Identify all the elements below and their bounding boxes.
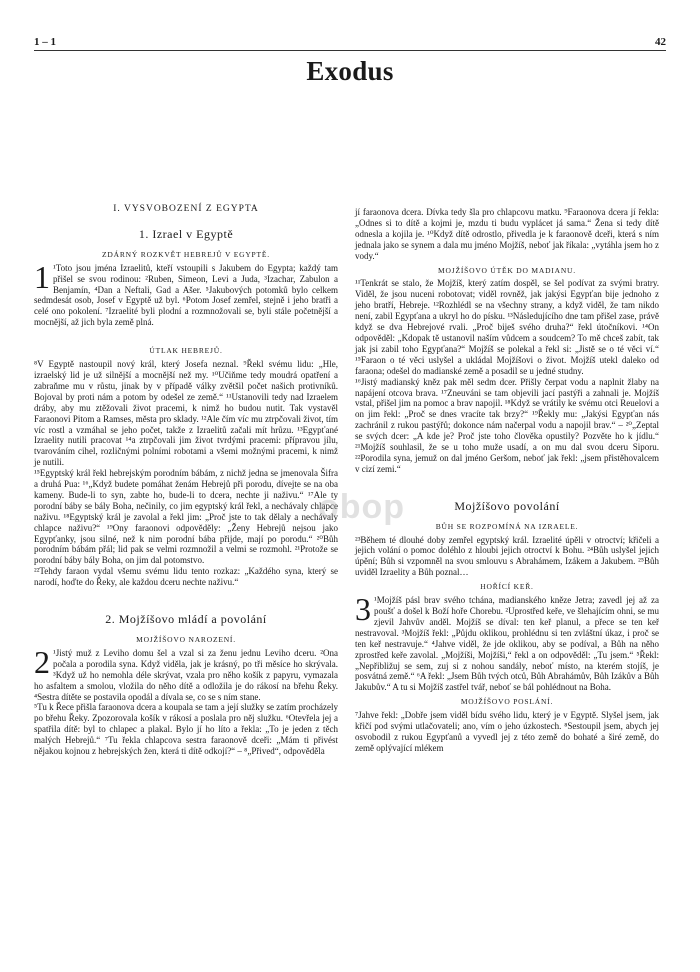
paragraph-text: ¹Mojžíš pásl brav svého tchána, madianského kněze Jetra; zavedl jej až za poušť a došel k Boží hoře Chorebu. ²Uprostřed keře, ve šlehajícím ohni, se mu zjevil Jahvův anděl. Mojžíš se díval: ten keř planul, a přece se ten keř nestravoval. ³Mojžíš řekl: „Půjdu oklikou, prohlédnu si ten zvláštní úkaz, i proč se ten keř nestravuje.“ ⁴Jahve viděl, že jde oklikou, aby se podíval, a Bůh na něho zprostřed keře zavolal. „Mojžíši, Mojžíši,“ řekl a on odpověděl: „Tu jsem.“ ⁵Řekl: „Nepřibližuj se sem, zuj si z nohou sandály, neboť místo, na kterém stojíš, je posvátná země.“ ⁶A řekl: „Jsem Bůh tvých otců, Bůh Abrahámův, Bůh Izákův a Bůh Jakubův.“ A tu si Mojžíš zastřel tvář, neboť se bál pohlédnout na Boha. bbox=[355, 595, 659, 693]
section-subheading: ÚTLAK HEBREJŮ. bbox=[149, 346, 223, 356]
paragraph bbox=[355, 591, 659, 693]
section-subheading: ZDÁRNÝ ROZKVĚT HEBREJŮ V EGYPTĚ. bbox=[102, 249, 270, 259]
page-number: 42 bbox=[655, 36, 666, 48]
book-title: Exodus bbox=[306, 56, 394, 86]
section-subheading: MOJŽÍŠOVO NAROZENÍ. bbox=[136, 635, 236, 644]
chapter-drop-cap: 2 bbox=[34, 643, 50, 680]
paragraph: ⁸V Egyptě nastoupil nový král, který Josefa neznal. ⁹Řekl svému lidu: „Hle, izraelský lid je už silnější a mocnější než my. ¹⁰Učiňme tedy moudrá opatření a zabraňme mu v růstu, jinak by v případě války zvětšil počet našich protivníků. Bojoval by proti nám a potom by odešel ze země.“ ¹¹Ustanovili tedy nad Izraelem dráby, aby mu ztěžovali život pracemi, k nimž ho budou nutit. Tak vystavěl Faraonovi Pitom a Ramses, města pro sklady. ¹²Ale čím víc mu ztrpčovali život, tím víc rostl a vzmáhal se jeho počet, takže z Izraelitů začali mít hrůzu. ¹³Egypťané Izraelity nutili pracovat ¹⁴a ztrpčovali jim život tvrdými pracemi: přípravou jílu, tvarováním cihel, rozličnými polními robotami a všemi možnými pracemi, k nimž je nutili. bbox=[34, 359, 338, 468]
section-subheading: BŮH SE ROZPOMÍNÁ NA IZRAELE. bbox=[435, 521, 579, 531]
chapter-drop-cap: 3 bbox=[355, 591, 371, 628]
chapter-heading: Mojžíšovo povolání bbox=[454, 498, 560, 513]
paragraph: jí faraonova dcera. Dívka tedy šla pro chlapcovu matku. ⁹Faraonova dcera jí řekla: „Odnes si to dítě a kojmi je, mzdu ti budu vyplácet já sama.“ Žena si tedy dítě odnesla a kojila je. ¹⁰Když dítě odrostlo, přivedla je k faraonově dceři, která s ním jednala jako se synem a dala mu jméno Mojžíš, neboť jak říkala: „vytáhla jsem ho z vody.“ bbox=[355, 207, 659, 261]
paragraph bbox=[34, 258, 338, 328]
section-subheading: HOŘÍCÍ KEŘ. bbox=[480, 582, 534, 592]
section-subheading: MOJŽÍŠOVO POSLÁNÍ. bbox=[460, 697, 554, 707]
section-subheading: MOJŽÍŠOVO ÚTĚK DO MADIANU. bbox=[438, 265, 576, 275]
chapter-reference: 1 – 1 bbox=[34, 36, 56, 48]
paragraph-text: ¹Toto jsou jména Izraelitů, kteří vstoupili s Jakubem do Egypta; každý tam přišel se svou rodinou: ²Ruben, Simeon, Levi a Juda, ³Izachar, Zabulon a Benjamín, ⁴Dan a Neftali, Gad a Ašer. ⁵Jakubových potomků bylo celkem sedmdesát osob, Josef v Egyptě už byl. ⁶Potom Josef zemřel, stejně i jeho bratři a celé ono pokolení. ⁷Izraelité byli plodní a rozmnožovali se, byli stále početnější a mocnější, až jich byla země plná. bbox=[34, 262, 338, 328]
paragraph: ¹⁵Egyptský král řekl hebrejským porodním bábám, z nichž jedna se jmenovala Šifra a druhá Pua: ¹⁶„Když budete pomáhat ženám Hebrejů při porodu, dívejte se na oba kameny. Bude-li to syn, zabte ho, bude-li to dcera, nechte ji naživu.“ ¹⁷Ale ty porodní báby se bály Boha, nečinily, co jim egyptský král řekl, a nechávaly chlapce naživu. ¹⁸Egyptský král je zavolal a řekl jim: „Proč jste to tak dělaly a nechávaly chlapce naživu?“ ¹⁹Ony faraonovi odpověděly: „Ženy Hebrejů nejsou jako Egypťanky, jsou silné, než k nim porodní bába přijde, mají po porodu.“ ²⁰Bůh porodním bábám přál; lid pak se velmi rozmnožil a velmi se rozmohl. ²¹Protože se porodní báby bály Boha, on jim dal potomstvo. bbox=[34, 468, 338, 566]
header-rule bbox=[34, 50, 666, 51]
part-heading: I. VYSVOBOZENÍ Z EGYPTA bbox=[113, 204, 259, 214]
spacer bbox=[34, 588, 338, 614]
right-column bbox=[355, 207, 659, 754]
paragraph: ¹⁶Jistý madianský kněz pak měl sedm dcer. Přišly čerpat vodu a naplnit žlaby na napájení otcova brava. ¹⁷Zneuváni se tam objevili jací pastýři a zahnali je. Mojžíš vstal, přišel jim na pomoc a brav napojil. ¹⁸Když se vrátily ke svému otci Reuelovi a on jim řekl: „Proč se dnes vracíte tak brzy?“ ¹⁹Řekly mu: „Jakýsi Egypťan nás zachránil z rukou pastýřů; dokonce nám načerpal vodu a napojil brav.“ – ²⁰„Zeptal se svých dcer: „A kde je? Proč jste toho člověka opustily? Pozvěte ho k jídlu.“ ²¹Mojžíš souhlasil, že se u toho muže usadí, a on mu dal svou dceru Siporu. ²²Porodila syna, jemuž on dal jméno Geršom, neboť jak řekl: „jsem přistěhovalcem v cizí zemi.“ bbox=[355, 376, 659, 474]
paragraph-text: ¹Jistý muž z Leviho domu šel a vzal si za ženu jednu Leviho dceru. ²Ona počala a porodila syna. Když viděla, jak je krásný, po tři měsíce ho skrývala. ³Když už ho nemohla déle skrývat, vzala pro něho košík z papyru, vymazala ho asfaltem a smolou, vložila do něho dítě a odložila je do rákosí na břehu Řeky. ⁴Sestra dítěte se postavila opodál a dívala se, co se s ním stane. bbox=[34, 647, 338, 702]
chapter-heading: 1. Izrael v Egyptě bbox=[138, 226, 234, 241]
chapter-drop-cap: 1 bbox=[34, 258, 50, 295]
chapter-heading: 2. Mojžíšovo mládí a povolání bbox=[105, 612, 267, 627]
paragraph: ²²Tehdy faraon vydal všemu svému lidu tento rozkaz: „Každého syna, který se narodí, hoďte do Řeky, ale každou dceru nechte naživu.“ bbox=[34, 566, 338, 588]
paragraph: ⁷Jahve řekl: „Dobře jsem viděl bídu svého lidu, který je v Egyptě. Slyšel jsem, jak křičí pod svými utlačovateli; ano, vím o jeho úzkostech. ⁸Sestoupil jsem, abych jej osvobodil z rukou Egypťanů a vyvedl jej z této země do bohaté a širé země, do země oplývající mlékem bbox=[355, 710, 659, 753]
paragraph: ²³Během té dlouhé doby zemřel egyptský král. Izraelité úpěli v otroctví; křičeli a jejich volání o pomoc doléhlo z hloubi jejich otroctví k Bohu. ²⁴Bůh uslyšel jejich úpění; Bůh si vzpomněl na svou smlouvu s Abrahámem, Izákem a Jakubem. ²⁵Bůh uviděl Izraelity a Bůh poznal… bbox=[355, 534, 659, 578]
paragraph bbox=[34, 643, 338, 703]
left-column bbox=[34, 204, 338, 757]
watermark: obop bbox=[318, 488, 406, 526]
spacer bbox=[34, 328, 338, 342]
paragraph: ⁵Tu k Řece přišla faraonova dcera a koupala se tam a její služky se zatím procházely po břehu Řeky. Zpozorovala košík v rákosí a poslala pro něj služku. ⁶Otevřela jej a spatřila dítě: byl to chlapec a plakal. Bylo jí ho líto a řekla: „To je jeden z těch malých Hebrejů.“ ⁷Tu řekla chlapcova sestra faraonově dceři: „Mám ti přivést nějakou kojnou z hebrejských žen, která ti dítě odkojí?“ – ⁸„Přived“, odpověděla bbox=[34, 702, 338, 757]
paragraph: ¹¹Tenkrát se stalo, že Mojžíš, který zatím dospěl, se šel podívat za svými bratry. Viděl, že jsou nuceni robotovat; viděl rovněž, jak jakýsi Egypťan bije jednoho z jeho bratří, Hebreje. ¹²Rozhlédl se na všechny strany, a když viděl, že tam nikdo není, zabil Egypťana a ukryl ho do písku. ¹³Následujícího dne tam přišel zase, právě když se dva Hebrejové rvali. „Proč biješ svého druha?“ řekl útočníkovi. ¹⁴On odpověděl: „Kdopak tě ustanovil naším vůdcem a soudcem? To mě chceš zabít, tak jak jsi zabil toho Egypťana?“ Mojžíš se polekal a řekl si: „Jistě se o té věci ví.“ ¹⁵Faraon o té věci uslyšel a ukládal Mojžíšovi o život. Mojžíš utekl daleko od faraona; odešel do madianské země a posadil se u jedné studny. bbox=[355, 278, 659, 376]
